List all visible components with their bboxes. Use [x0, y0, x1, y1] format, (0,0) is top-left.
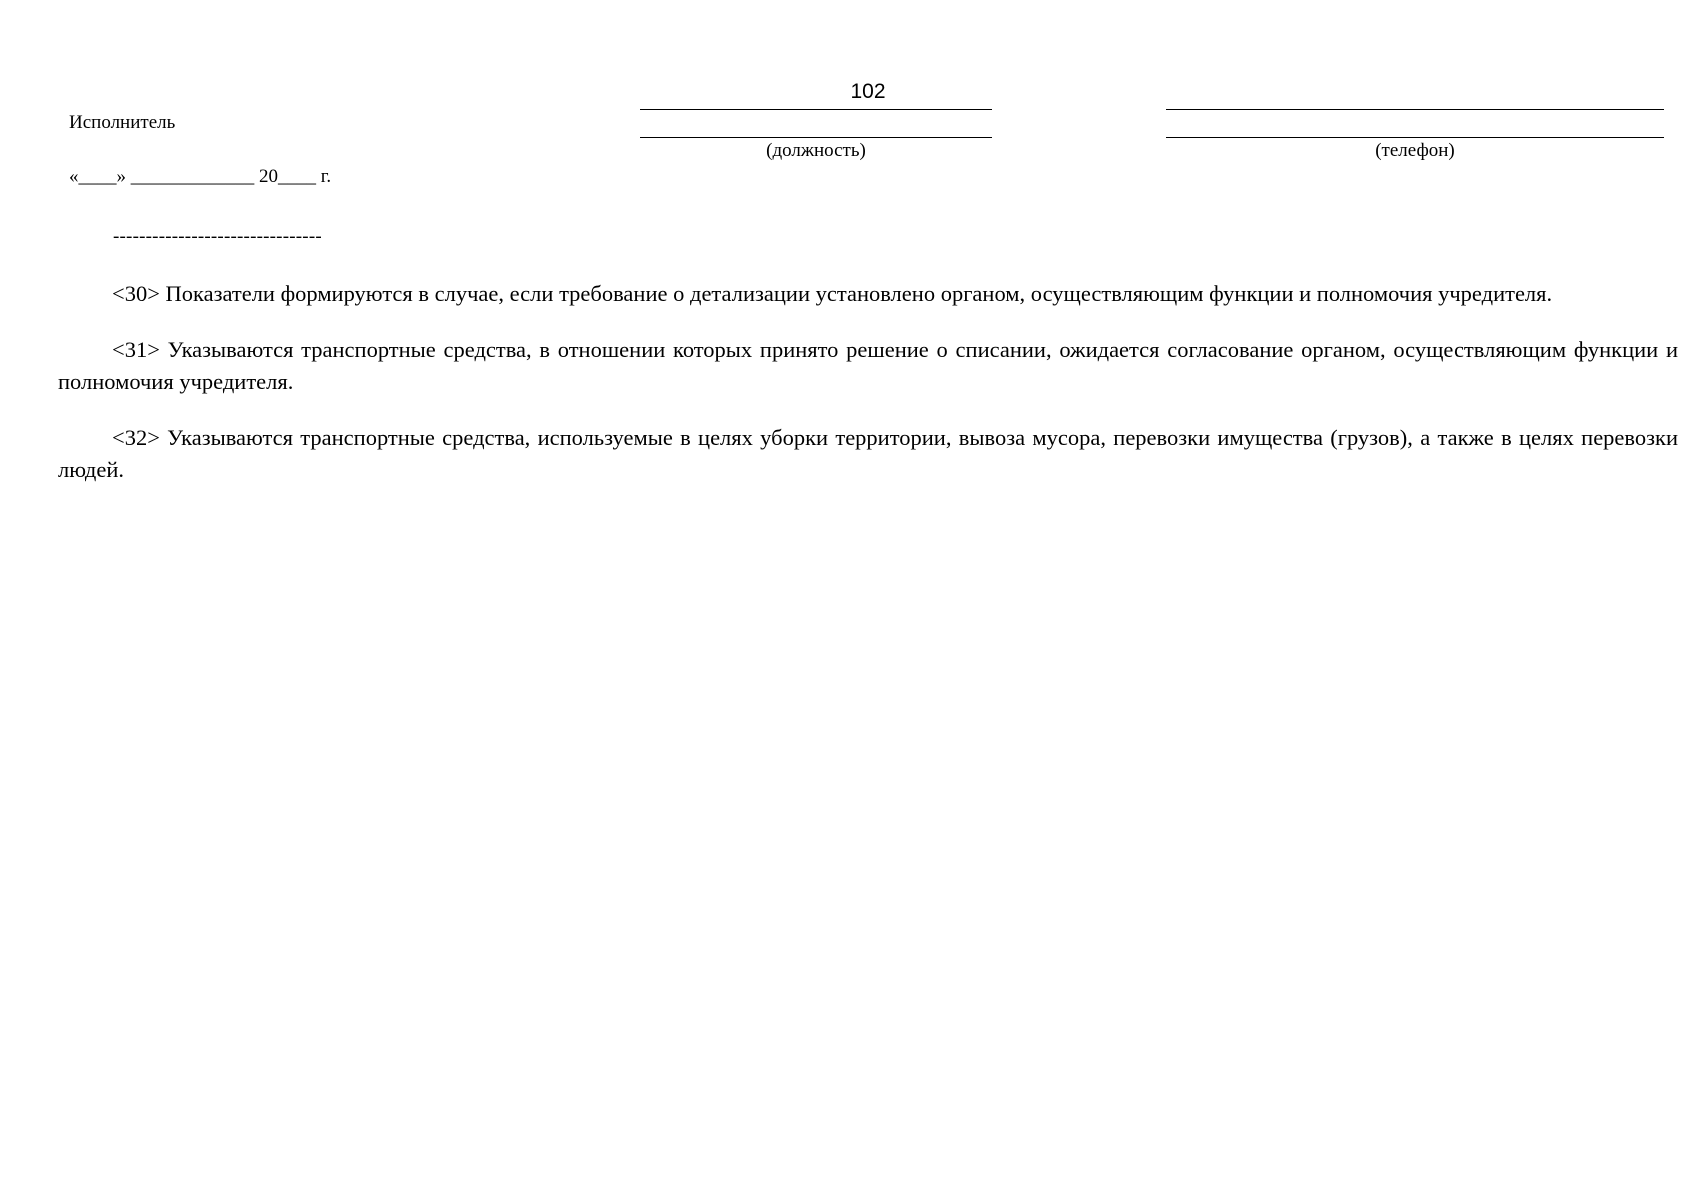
signature-line-upper	[640, 109, 992, 110]
position-line	[640, 137, 992, 138]
footnote-31: <31> Указываются транспортные средства, в отношении которых принято решение о списании, ожидается согласование органом, осуществляющим функции и полномочия учредителя.	[58, 337, 1678, 394]
phone-line	[1166, 137, 1664, 138]
footnote-separator: --------------------------------	[113, 226, 322, 247]
phone-caption: (телефон)	[1375, 140, 1455, 161]
name-line-upper	[1166, 109, 1664, 110]
executor-label: Исполнитель	[69, 112, 176, 133]
date-line: «____» _____________ 20____ г.	[69, 166, 332, 187]
footnote-30: <30> Показатели формируются в случае, если требование о детализации установлено органом, осуществляющим функции и полномочия учредителя.	[112, 281, 1553, 306]
page-number: 102	[850, 80, 886, 103]
position-caption: (должность)	[766, 140, 866, 161]
footnotes-list	[58, 278, 1678, 510]
footnote-32: <32> Указываются транспортные средства, используемые в целях уборки территории, вывоза мусора, перевозки имущества (грузов), а также в целях перевозки людей.	[58, 425, 1678, 482]
